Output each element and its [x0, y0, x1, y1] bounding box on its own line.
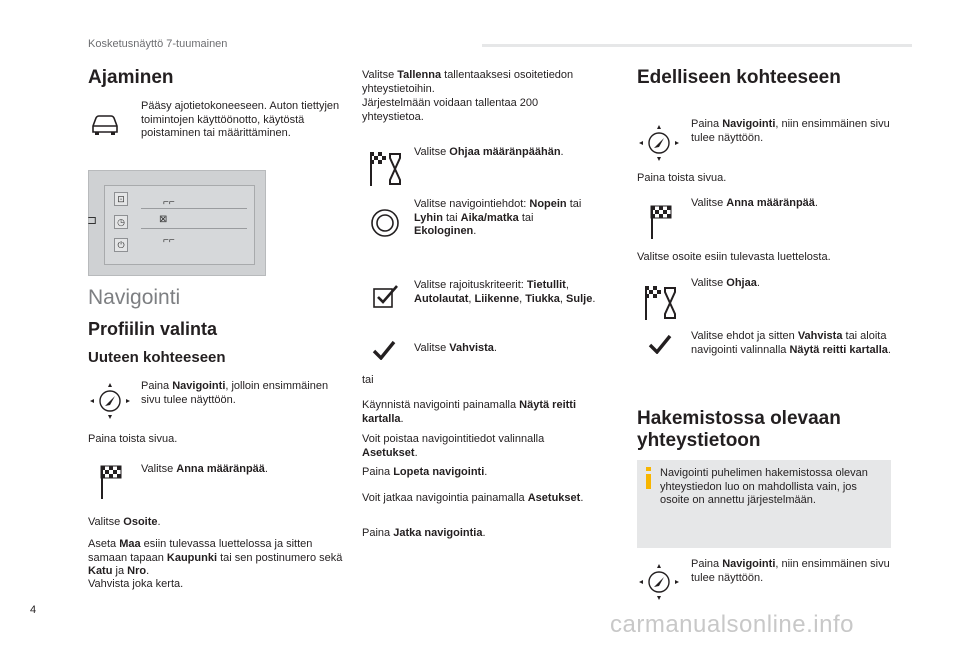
- driving-screen-illustration: [88, 170, 266, 276]
- kaynnista-text: Käynnistä navigointi painamalla Näytä reitti kartalla.: [362, 399, 577, 425]
- edelliseen-anna-text: Valitse Anna määränpää.: [691, 197, 818, 209]
- navigation-compass-icon: [637, 562, 681, 602]
- vahvista-text: Valitse Vahvista.: [414, 342, 497, 354]
- rajoituskriteerit-text: Valitse rajoituskriteerit: Tietullit, Autolautat, Liikenne, Tiukka, Sulje.: [414, 279, 596, 305]
- section-title-navigointi: Navigointi: [88, 286, 181, 309]
- ehdot-text: Valitse ehdot ja sitten Vahvista tai aloita navigointi valinnalla Näytä reitti kartalla.: [691, 330, 891, 356]
- edelliseen-toista-text: Paina toista sivua.: [637, 172, 727, 184]
- uuteen-toista-text: Paina toista sivua.: [88, 433, 178, 445]
- flag-hourglass-icon: [368, 150, 404, 188]
- screen-lock-icon: ⊠: [159, 214, 168, 225]
- hakemisto-paina-text: Paina Navigointi, niin ensimmäinen sivu tulee näyttöön.: [691, 558, 890, 584]
- screen-car-icon-2: ⌐⌐: [163, 235, 175, 246]
- watermark: carmanualsonline.info: [610, 611, 854, 638]
- screen-settings-icon: ◷: [114, 215, 128, 229]
- car-icon: [90, 112, 120, 136]
- edelliseen-paina-text: Paina Navigointi, niin ensimmäinen sivu tulee näyttöön.: [691, 118, 890, 144]
- section-title-profiilin-valinta: Profiilin valinta: [88, 319, 218, 339]
- info-text: Navigointi puhelimen hakemistossa olevan yhteystiedon luo on mahdollista vain, jos osoite on annettu järjestelmään.: [660, 467, 868, 506]
- screen-divider: [141, 208, 247, 209]
- checkmark-icon: [372, 340, 396, 360]
- route-options-icon: [370, 208, 400, 238]
- uuteen-anna-text: Valitse Anna määränpää.: [141, 463, 268, 475]
- tallenna-text: Valitse Tallenna tallentaaksesi osoitetiedon yhteystietoihin.: [362, 69, 574, 95]
- screen-menu-icon: ⊡: [114, 192, 128, 206]
- navigointiehdot-text: Valitse navigointiehdot: Nopein tai Lyhin tai Aika/matka tai Ekologinen.: [414, 198, 582, 237]
- tai-text: tai: [362, 374, 374, 386]
- subsection-title-uuteen-kohteeseen: Uuteen kohteeseen: [88, 349, 226, 366]
- header-rule: [482, 44, 912, 47]
- screen-car-icon: ⌐⌐: [163, 197, 175, 208]
- checkered-flag-icon: [650, 205, 672, 239]
- navigation-compass-icon: [88, 381, 132, 421]
- checkmark-icon: [648, 334, 672, 354]
- aseta-text: Aseta Maa esiin tulevassa luettelossa ja sitten samaan tapaan Kaupunki tai sen postinumero sekä Katu ja Nro.: [88, 538, 343, 577]
- page-number: 4: [30, 604, 37, 616]
- screen-power-icon: ⏻: [114, 238, 128, 252]
- running-header: Kosketusnäyttö 7-tuumainen: [88, 38, 228, 50]
- osoite-text: Valitse Osoite.: [88, 516, 161, 528]
- section-title-edelliseen: Edelliseen kohteeseen: [637, 67, 841, 88]
- lopeta-text: Paina Lopeta navigointi.: [362, 466, 488, 478]
- ohjaa-text: Valitse Ohjaa.: [691, 277, 760, 289]
- jatkaa-text: Voit jatkaa navigointia painamalla Asetukset.: [362, 492, 584, 504]
- flag-hourglass-icon: [643, 284, 679, 322]
- navigation-compass-icon: [637, 123, 681, 163]
- vahvista-joka-text: Vahvista joka kerta.: [88, 578, 184, 590]
- uuteen-paina-text: Paina Navigointi, jolloin ensimmäinen sivu tulee näyttöön.: [141, 380, 329, 406]
- screen-panel: [104, 185, 255, 265]
- ajaminen-text: Pääsy ajotietokoneeseen. Auton tiettyjen toimintojen käyttöönotto, käytöstä poistaminen tai määrittäminen.: [141, 100, 340, 139]
- info-icon: [644, 467, 654, 481]
- screen-divider: [141, 228, 247, 229]
- jatka-text: Paina Jatka navigointia.: [362, 527, 486, 539]
- screen-back-icon: ⊐: [87, 213, 98, 227]
- checkbox-icon: [372, 283, 400, 309]
- osoite-lista-text: Valitse osoite esiin tulevasta luettelosta.: [637, 251, 831, 263]
- jarjestelma-text: Järjestelmään voidaan tallentaa 200 yhteystietoa.: [362, 97, 539, 123]
- checkered-flag-icon: [100, 465, 122, 499]
- section-title-ajaminen: Ajaminen: [88, 67, 174, 88]
- poistaa-text: Voit poistaa navigointitiedot valinnalla Asetukset.: [362, 433, 545, 459]
- section-title-hakemistossa: Hakemistossa olevaan yhteystietoon: [637, 408, 841, 451]
- ohjaa-maaranpaahan-text: Valitse Ohjaa määränpäähän.: [414, 146, 564, 158]
